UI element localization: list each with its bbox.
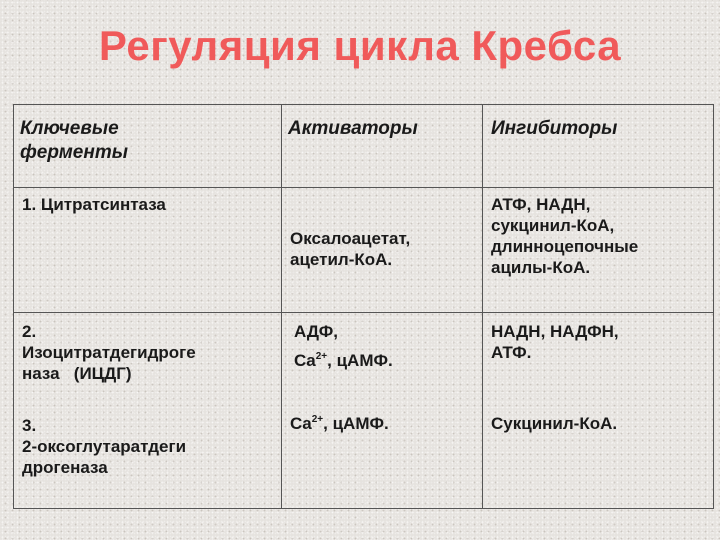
header-cell-enzymes [14,105,282,188]
header-inhibitors: Ингибиторы [491,118,618,139]
table-row [14,188,714,313]
header-enzymes: Ключевые ферменты [20,118,128,163]
inhibitors-text: НАДН, НАДФН, АТФ. [491,322,619,362]
activators-cell [282,188,483,313]
enzyme-name: 3. 2-оксоглутаратдеги дрогеназа [22,416,187,477]
inhibitors-text: Сукцинил-КоА. [491,414,618,433]
regulation-table [13,104,714,509]
enzyme-name: 2. Изоцитратдегидроге наза (ИЦДГ) [22,322,196,383]
inhibitors-cell [483,313,714,509]
activators-text: $Ca^{2+}$, цАМФ. [290,414,389,433]
slide-title: Регуляция цикла Кребса [98,22,622,69]
inhibitors-text: АТФ, НАДН, сукцинил-КоА, длинноцепочные ацилы-КоА. [491,195,639,277]
table-row [14,313,714,509]
enzyme-cell [14,313,282,509]
header-cell-activators [282,105,483,188]
header-cell-inhibitors [483,105,714,188]
enzyme-name: 1. Цитратсинтаза [22,195,166,214]
header-activators: Активаторы [288,118,418,139]
activators-text: АДФ, $Ca^{2+}$, цАМФ. [294,322,393,370]
table-header-row [14,105,714,188]
inhibitors-cell [483,188,714,313]
enzyme-cell [14,188,282,313]
activators-cell [282,313,483,509]
activators-text: Оксалоацетат, ацетил-КоА. [290,229,411,269]
